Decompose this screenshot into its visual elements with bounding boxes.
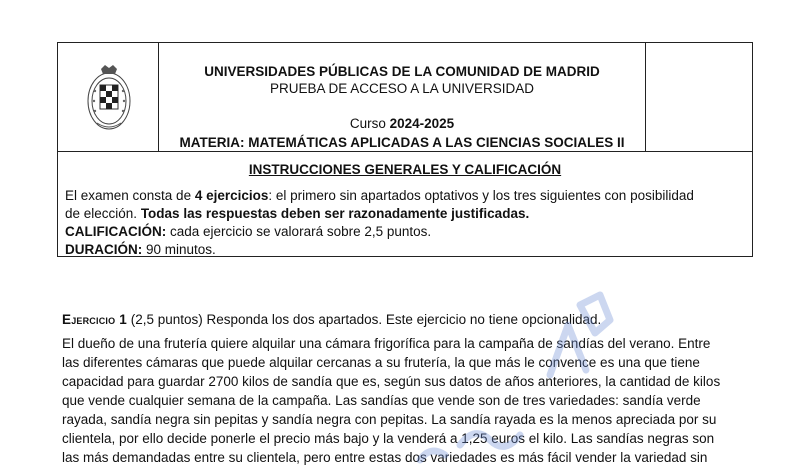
exam-header-box bbox=[57, 42, 753, 257]
duration-text: 90 minutos. bbox=[142, 242, 216, 257]
instructions-text: El examen consta de bbox=[65, 188, 195, 203]
grading-label: CALIFICACIÓN: bbox=[65, 224, 167, 239]
header-top-row bbox=[58, 43, 752, 152]
course-line bbox=[158, 115, 646, 132]
instructions-line-2 bbox=[65, 205, 745, 223]
exam-name: PRUEBA DE ACCESO A LA UNIVERSIDAD bbox=[269, 81, 535, 96]
instructions-body bbox=[65, 187, 745, 259]
exercise-count: 4 ejercicios bbox=[194, 188, 269, 203]
instructions-text: de elección. bbox=[65, 206, 141, 221]
justification-note: Todas las respuestas deben ser razonadamente justificadas. bbox=[140, 206, 530, 221]
duration-line bbox=[65, 241, 745, 259]
statement-line: rayada, sandía negra sin pepitas y sandía negra con pepitas. La sandía rayada es la menos apreciada por su bbox=[62, 412, 717, 427]
statement-line: capacidad para guardar 2700 kilos de sandía que es, según sus datos de años anteriores, la cantidad de kilos bbox=[62, 374, 721, 389]
exercise-statement bbox=[62, 334, 752, 467]
course-label: Curso bbox=[349, 116, 386, 131]
header-title-cell bbox=[158, 43, 646, 151]
grading-text: cada ejercicio se valorará sobre 2,5 puntos. bbox=[166, 224, 432, 239]
instructions-title: INSTRUCCIONES GENERALES Y CALIFICACIÓN bbox=[248, 162, 562, 177]
statement-line: las diferentes cámaras que puede alquilar cercanas a su frutería, la que más le convence es una que tiene bbox=[62, 355, 700, 370]
university-seal-icon bbox=[85, 61, 133, 135]
statement-line: clientela, por ello decide ponerle el precio más bajo y la venderá a 1,25 euros el kilo. Las sandías negras son bbox=[62, 431, 715, 446]
logo-cell bbox=[58, 43, 159, 151]
instructions-line-1 bbox=[65, 187, 745, 205]
header-right-cell bbox=[645, 43, 752, 151]
statement-line: las más demandadas entre su clientela, pero entre estas dos variedades es más fácil vender la variedad sin bbox=[62, 450, 708, 465]
grading-line bbox=[65, 223, 745, 241]
statement-line: que vende cualquier semana de la campaña. Las sandías que vende son de tres variedades: sandía verde bbox=[62, 393, 701, 408]
statement-line: El dueño de una frutería quiere alquilar una cámara frigorífica para la campaña de sandías del verano. Entre bbox=[62, 336, 711, 351]
exercise-points: (2,5 puntos) Responda los dos apartados. Este ejercicio no tiene opcionalidad. bbox=[126, 312, 602, 327]
instructions-text: : el primero sin apartados optativos y los tres siguientes con posibilidad bbox=[268, 188, 694, 203]
duration-label: DURACIÓN: bbox=[65, 242, 143, 257]
subject-title: MATERIA: MATEMÁTICAS APLICADAS A LAS CIENCIAS SOCIALES II bbox=[179, 135, 625, 150]
university-name: UNIVERSIDADES PÚBLICAS DE LA COMUNIDAD DE MADRID bbox=[204, 64, 600, 79]
exercise-heading bbox=[62, 311, 601, 329]
course-year: 2024-2025 bbox=[389, 116, 455, 131]
exercise-title: Ejercicio 1 bbox=[62, 312, 127, 327]
